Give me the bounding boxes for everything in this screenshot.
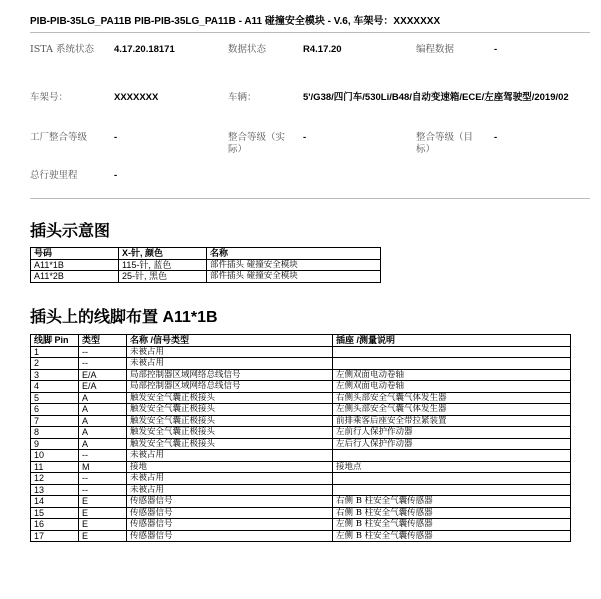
info-row — [30, 170, 590, 212]
table-cell: E — [79, 507, 127, 519]
table-cell: 左侧双面电动卷轴 — [333, 369, 571, 381]
table-cell: 12 — [31, 473, 79, 485]
info-value: - — [114, 170, 118, 181]
vehicle-info — [30, 44, 590, 212]
info-label: 车架号： — [30, 92, 69, 103]
info-value: - — [494, 44, 498, 55]
table-row — [31, 450, 571, 462]
table-cell: 16 — [31, 519, 79, 531]
table-cell: 前排乘客后座安全带拉紧装置 — [333, 415, 571, 427]
table-cell: 左侧 B 柱安全气囊传感器 — [333, 519, 571, 531]
table-cell: 2 — [31, 358, 79, 370]
table-cell: -- — [79, 358, 127, 370]
info-row — [30, 128, 590, 170]
table-row — [31, 427, 571, 439]
table-cell: E — [79, 530, 127, 542]
info-label: 整合等级（目标） — [416, 132, 474, 155]
info-value: - — [303, 132, 307, 143]
table-row — [31, 496, 571, 508]
table-cell: 传感器信号 — [127, 530, 333, 542]
table-cell: 触发安全气囊正极接头 — [127, 438, 333, 450]
info-value: 4.17.20.18171 — [114, 44, 175, 55]
table-cell: 传感器信号 — [127, 507, 333, 519]
table-cell: -- — [79, 346, 127, 358]
table-cell: 未被占用 — [127, 450, 333, 462]
pin-table — [30, 334, 571, 542]
table-cell: 左侧 B 柱安全气囊传感器 — [333, 530, 571, 542]
table-cell: 未被占用 — [127, 473, 333, 485]
column-header: 类型 — [79, 335, 127, 347]
table-cell: A — [79, 438, 127, 450]
table-row — [31, 369, 571, 381]
table-cell: 右侧 B 柱安全气囊传感器 — [333, 507, 571, 519]
table-cell: 部件插头 碰撞安全模块 — [207, 271, 381, 283]
table-row — [31, 415, 571, 427]
table-cell: 触发安全气囊正极接头 — [127, 392, 333, 404]
table-cell: A — [79, 415, 127, 427]
column-header: 线脚 Pin — [31, 335, 79, 347]
table-cell: 5 — [31, 392, 79, 404]
table-cell: 接地 — [127, 461, 333, 473]
table-row — [31, 404, 571, 416]
table-cell: 15 — [31, 507, 79, 519]
table-cell: E — [79, 519, 127, 531]
table-cell: 13 — [31, 484, 79, 496]
table-cell — [333, 346, 571, 358]
table-cell: 触发安全气囊正极接头 — [127, 427, 333, 439]
table-header-row — [31, 335, 571, 347]
table-cell: 左前行人保护作动器 — [333, 427, 571, 439]
table-cell: 接地点 — [333, 461, 571, 473]
column-header: 名称 /信号类型 — [127, 335, 333, 347]
table-cell: 局部控制器区域网络总线信号 — [127, 381, 333, 393]
table-row — [31, 438, 571, 450]
column-header: 插座 /测量说明 — [333, 335, 571, 347]
info-label: ISTA 系统状态 — [30, 44, 94, 55]
table-cell: 17 — [31, 530, 79, 542]
table-cell: 部件插头 碰撞安全模块 — [207, 259, 381, 271]
table-cell: 25-针, 黑色 — [119, 271, 207, 283]
info-row — [30, 44, 590, 86]
table-cell: -- — [79, 484, 127, 496]
table-cell: 触发安全气囊正极接头 — [127, 404, 333, 416]
table-cell: 7 — [31, 415, 79, 427]
table-cell: E/A — [79, 381, 127, 393]
table-cell — [333, 484, 571, 496]
info-row — [30, 86, 590, 128]
table-cell: 局部控制器区域网络总线信号 — [127, 369, 333, 381]
table-cell: 左侧双面电动卷轴 — [333, 381, 571, 393]
info-label: 车辆： — [228, 92, 257, 103]
table-cell: 8 — [31, 427, 79, 439]
connector-table — [30, 247, 381, 283]
info-divider — [30, 198, 590, 199]
table-cell: -- — [79, 450, 127, 462]
table-header-row — [31, 248, 381, 260]
table-cell: A — [79, 427, 127, 439]
info-value: - — [494, 132, 498, 143]
table-cell — [333, 450, 571, 462]
title-divider — [30, 32, 590, 33]
table-row — [31, 507, 571, 519]
table-cell: 14 — [31, 496, 79, 508]
table-cell: 传感器信号 — [127, 496, 333, 508]
table-cell: 10 — [31, 450, 79, 462]
info-label: 数据状态 — [228, 44, 267, 55]
document-title: PIB-PIB-35LG_PA11B PIB-PIB-35LG_PA11B - A11 碰撞安全模块 - V.6, 车架号：XXXXXXX — [30, 16, 441, 27]
table-row — [31, 259, 381, 271]
table-cell: 4 — [31, 381, 79, 393]
table-row — [31, 530, 571, 542]
info-label: 整合等级（实际） — [228, 132, 286, 155]
table-row — [31, 381, 571, 393]
info-value: 5'/G38/四门车/530Li/B48/自动变速箱/ECE/左座驾驶型/2019/02 — [303, 92, 569, 103]
column-header: 号码 — [31, 248, 119, 260]
info-label: 工厂整合等级 — [30, 132, 88, 143]
table-cell: E/A — [79, 369, 127, 381]
info-label: 编程数据 — [416, 44, 455, 55]
info-value: R4.17.20 — [303, 44, 342, 55]
table-cell: 1 — [31, 346, 79, 358]
connector-heading: 插头示意图 — [30, 223, 111, 240]
table-cell: 右侧头部安全气囊气体发生器 — [333, 392, 571, 404]
table-cell: 未被占用 — [127, 358, 333, 370]
info-label: 总行驶里程 — [30, 170, 78, 181]
pin-layout-heading: 插头上的线脚布置 A11*1B — [30, 309, 218, 326]
table-cell: 未被占用 — [127, 346, 333, 358]
table-cell: 6 — [31, 404, 79, 416]
table-cell: 未被占用 — [127, 484, 333, 496]
table-cell: 右侧 B 柱安全气囊传感器 — [333, 496, 571, 508]
table-cell: 触发安全气囊正极接头 — [127, 415, 333, 427]
table-cell: 3 — [31, 369, 79, 381]
info-value: - — [114, 132, 118, 143]
column-header: X-针, 颜色 — [119, 248, 207, 260]
table-cell — [333, 358, 571, 370]
table-row — [31, 484, 571, 496]
table-cell: E — [79, 496, 127, 508]
table-cell: A11*2B — [31, 271, 119, 283]
table-row — [31, 473, 571, 485]
table-cell: A11*1B — [31, 259, 119, 271]
column-header: 名称 — [207, 248, 381, 260]
table-row — [31, 461, 571, 473]
info-value: XXXXXXX — [114, 92, 159, 103]
table-cell: -- — [79, 473, 127, 485]
table-cell — [333, 473, 571, 485]
table-cell: 9 — [31, 438, 79, 450]
table-row — [31, 346, 571, 358]
table-row — [31, 358, 571, 370]
table-cell: 左侧头部安全气囊气体发生器 — [333, 404, 571, 416]
table-cell: 115-针, 蓝色 — [119, 259, 207, 271]
table-cell: A — [79, 392, 127, 404]
table-cell: 传感器信号 — [127, 519, 333, 531]
table-cell: 左后行人保护作动器 — [333, 438, 571, 450]
table-cell: M — [79, 461, 127, 473]
table-row — [31, 392, 571, 404]
table-cell: A — [79, 404, 127, 416]
table-cell: 11 — [31, 461, 79, 473]
table-row — [31, 271, 381, 283]
table-row — [31, 519, 571, 531]
